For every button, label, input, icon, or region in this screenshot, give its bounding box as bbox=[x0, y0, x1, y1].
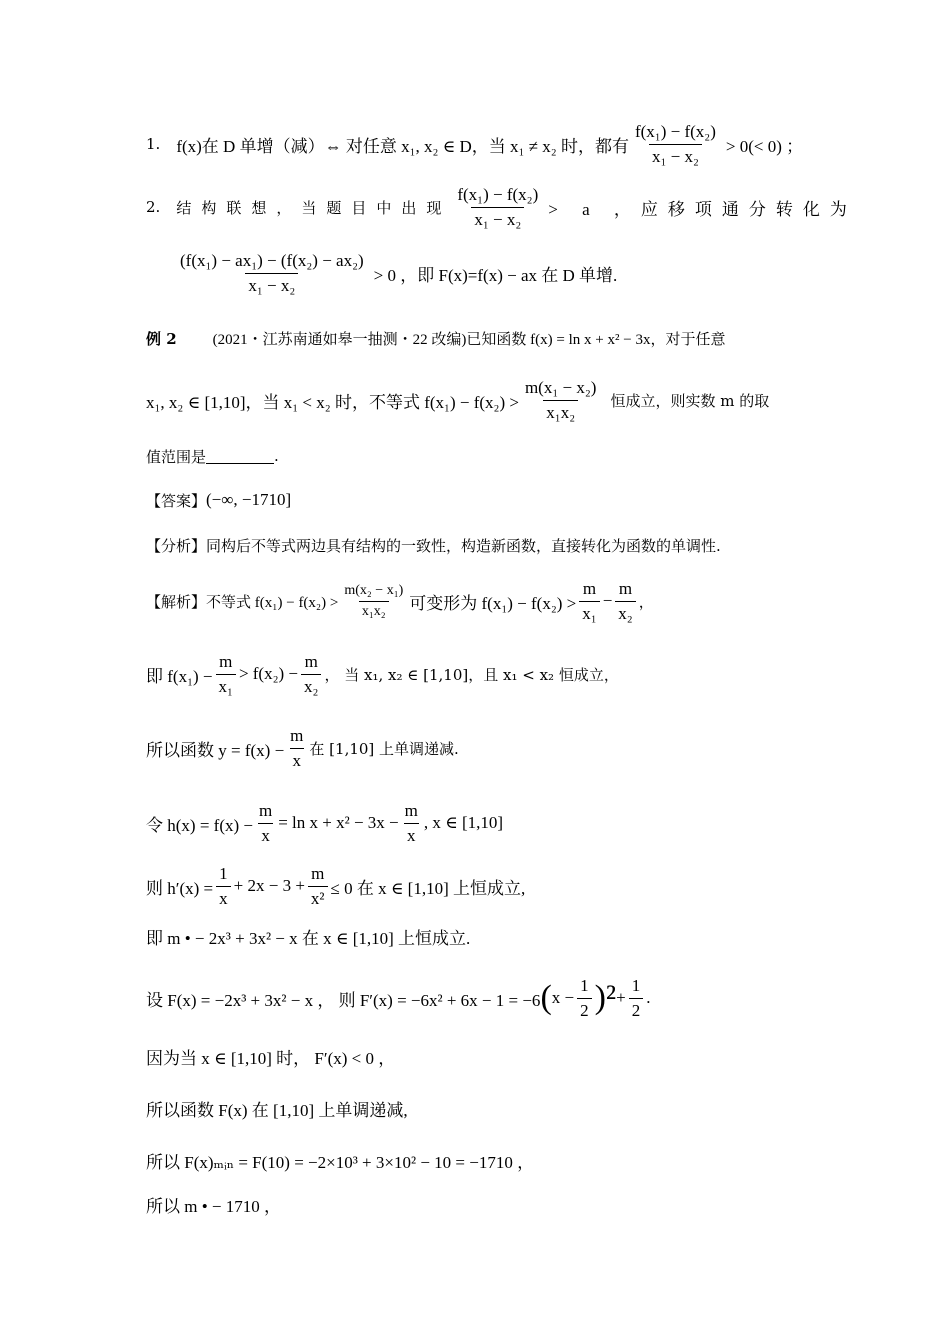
fraction-denominator: x bbox=[258, 823, 273, 846]
solution-step-8-text: 因为当 x ∈ [1,10] 时， F′(x) < 0 ， bbox=[146, 1048, 396, 1068]
solution-step-2-text-c: ， 当 x₁, x₂ ∈ [1,10]，且 x₁ < x₂ 恒成立， bbox=[324, 665, 619, 684]
answer-line bbox=[146, 488, 810, 512]
fraction-denominator: x bbox=[216, 886, 231, 909]
solution-step-3-text-b: 在 [1,10] 上单调递减. bbox=[309, 739, 459, 758]
solution-step-1-fraction-1 bbox=[341, 583, 406, 620]
item-2-structure-fraction bbox=[177, 251, 367, 296]
fraction-numerator: m(x₂ − x₁) bbox=[344, 582, 404, 598]
fraction-denominator: x₂ bbox=[615, 601, 635, 624]
fraction-numerator: 1 bbox=[219, 863, 228, 883]
solution-step-1-comma: ， bbox=[638, 592, 654, 611]
solution-step-7-plus: + bbox=[616, 988, 626, 1007]
solution-step-5-text-b: + 2x − 3 + bbox=[233, 876, 305, 895]
answer-value: (−∞, −1710] bbox=[206, 490, 292, 509]
solution-step-3 bbox=[146, 722, 810, 774]
fraction-numerator: m(x₁ − x₂) bbox=[524, 377, 597, 397]
solution-step-1-fraction-3 bbox=[615, 579, 635, 624]
solution-step-7-period: . bbox=[646, 988, 651, 1007]
fraction-numerator: m bbox=[290, 725, 304, 745]
solution-step-7-paren-open: ( bbox=[540, 979, 552, 1016]
solution-step-1-text-a: 不等式 f(x₁) − f(x₂) > bbox=[206, 594, 339, 611]
solution-step-1-fraction-2 bbox=[579, 579, 599, 624]
example-source-and-function: (2021・江苏南通如皋一抽测・22 改编)已知函数 f(x) = ln x + x² − 3x，对于任意 bbox=[212, 331, 726, 348]
solution-step-1-minus: − bbox=[602, 591, 613, 610]
example-period: . bbox=[274, 447, 279, 465]
fraction-numerator: m bbox=[582, 578, 597, 598]
solution-step-7-fraction-2 bbox=[629, 976, 644, 1021]
item-1-lead: f(x)在 D 单增（减）⇔ 对任意 x₁, x₂ ∈ D，当 x₁ ≠ x₂ 时，都有 bbox=[176, 136, 629, 156]
item-2-relation: > a ，应移项通分转化为 bbox=[548, 199, 857, 219]
fraction-numerator: m bbox=[219, 651, 233, 671]
solution-step-1 bbox=[146, 575, 810, 627]
fraction-denominator: x₁ bbox=[216, 674, 236, 697]
fraction-denominator: x bbox=[404, 823, 419, 846]
solution-step-11-text: 所以 m • − 1710 ， bbox=[146, 1196, 282, 1216]
example-fraction bbox=[522, 378, 600, 423]
example-question: 恒成立，则实数 m 的取 bbox=[610, 391, 770, 410]
item-2-number: 2. bbox=[146, 198, 161, 216]
fraction-denominator: x₁x₂ bbox=[543, 400, 578, 423]
fraction-numerator: m bbox=[618, 578, 633, 598]
answer-label: 【答案】 bbox=[146, 491, 207, 510]
example-label: 例 2 bbox=[146, 329, 177, 348]
fraction-denominator: 2 bbox=[629, 998, 644, 1021]
fraction-denominator: x₁ − x₂ bbox=[245, 273, 298, 296]
item-2-lead: 结构联想，当题目中出现 bbox=[176, 198, 452, 217]
solution-step-7-fraction-1 bbox=[577, 976, 592, 1021]
fraction-denominator: x₁x₂ bbox=[359, 601, 389, 620]
solution-step-4-text-c: , x ∈ [1,10] bbox=[423, 813, 504, 832]
solution-step-6-text: 即 m • − 2x³ + 3x² − x 在 x ∈ [1,10] 上恒成立. bbox=[146, 928, 471, 948]
example-range-prompt: 值范围是 bbox=[146, 447, 207, 466]
solution-step-3-fraction bbox=[287, 726, 306, 771]
solution-step-5-fraction-1 bbox=[216, 864, 231, 909]
solution-step-7-x: x − bbox=[551, 988, 575, 1007]
item-1 bbox=[146, 118, 810, 170]
solution-step-4-text-a: 令 h(x) = f(x) − bbox=[146, 815, 253, 835]
analysis-label: 【分析】 bbox=[146, 536, 207, 555]
item-2 bbox=[146, 181, 857, 233]
solution-step-6 bbox=[146, 924, 810, 948]
example-line-3 bbox=[146, 444, 810, 468]
solution-step-7 bbox=[146, 972, 810, 1024]
fraction-denominator: x² bbox=[308, 886, 328, 909]
fraction-numerator: (f(x₁) − ax₁) − (f(x₂) − ax₂) bbox=[180, 250, 364, 270]
solution-step-2-text-a: 即 f(x₁) − bbox=[146, 666, 213, 686]
fraction-numerator: m bbox=[404, 800, 418, 820]
analysis-text: 同构后不等式两边具有结构的一致性，构造新函数，直接转化为函数的单调性. bbox=[206, 536, 721, 555]
solution-label: 【解析】 bbox=[146, 592, 207, 611]
fraction-numerator: m bbox=[258, 800, 273, 820]
solution-step-3-text-a: 所以函数 y = f(x) − bbox=[146, 740, 285, 760]
analysis-line bbox=[146, 533, 810, 557]
fraction-denominator: x₁ bbox=[579, 601, 599, 624]
fraction-numerator: 1 bbox=[580, 975, 589, 995]
example-condition: x₁, x₂ ∈ [1,10]，当 x₁ < x₂ 时，不等式 f(x₁) − f(x₂) > bbox=[146, 392, 519, 412]
example-line-1 bbox=[146, 326, 810, 350]
fraction-denominator: 2 bbox=[577, 998, 592, 1021]
example-line-2 bbox=[146, 374, 810, 426]
item-2-fraction bbox=[454, 185, 541, 230]
answer-blank bbox=[206, 449, 274, 464]
solution-step-9-text: 所以函数 F(x) 在 [1,10] 上单调递减, bbox=[146, 1100, 408, 1120]
fraction-denominator: x₁ − x₂ bbox=[471, 207, 524, 230]
item-1-relation: > 0(< 0) ； bbox=[725, 136, 804, 156]
solution-step-5-fraction-2 bbox=[308, 864, 328, 909]
solution-step-11 bbox=[146, 1192, 810, 1216]
solution-step-4-text-b: = ln x + x² − 3x − bbox=[278, 813, 399, 832]
solution-step-4 bbox=[146, 797, 810, 849]
solution-step-4-fraction-1 bbox=[256, 801, 275, 846]
solution-step-10-text: 所以 F(x)ₘᵢₙ = F(10) = −2×10³ + 3×10² − 10 = −1710 ， bbox=[146, 1152, 535, 1172]
fraction-numerator: m bbox=[311, 863, 325, 883]
solution-step-7-paren-close: )² bbox=[594, 979, 617, 1016]
solution-step-5 bbox=[146, 860, 810, 912]
item-1-fraction bbox=[632, 122, 719, 167]
solution-step-8 bbox=[146, 1044, 810, 1068]
solution-step-10 bbox=[146, 1148, 810, 1172]
solution-step-2 bbox=[146, 648, 810, 700]
item-2-conclusion: > 0 ，即 F(x)=f(x) − ax 在 D 单增. bbox=[373, 265, 618, 285]
solution-step-5-text-a: 则 h′(x) = bbox=[146, 878, 214, 898]
solution-step-7-text-a: 设 F(x) = −2x³ + 3x² − x ， 则 F′(x) = −6x² + 6x − 1 = −6 bbox=[146, 990, 541, 1010]
solution-step-4-fraction-2 bbox=[402, 801, 421, 846]
item-1-number: 1. bbox=[146, 135, 161, 153]
solution-step-1-text-b: 可变形为 f(x₁) − f(x₂) > bbox=[409, 593, 577, 613]
solution-step-2-fraction-1 bbox=[216, 652, 236, 697]
fraction-denominator: x₂ bbox=[301, 674, 321, 697]
solution-step-5-text-c: ≤ 0 在 x ∈ [1,10] 上恒成立, bbox=[330, 878, 526, 898]
fraction-denominator: x₁ − x₂ bbox=[649, 144, 702, 167]
fraction-numerator: 1 bbox=[631, 975, 641, 995]
solution-step-2-fraction-2 bbox=[301, 652, 321, 697]
fraction-numerator: f(x₁) − f(x₂) bbox=[634, 121, 716, 141]
fraction-numerator: f(x₁) − f(x₂) bbox=[457, 184, 539, 204]
fraction-numerator: m bbox=[304, 651, 318, 671]
fraction-denominator: x bbox=[290, 748, 305, 771]
item-2-continuation bbox=[174, 247, 810, 299]
solution-step-2-text-b: > f(x₂) − bbox=[238, 664, 299, 683]
solution-step-9 bbox=[146, 1096, 810, 1120]
